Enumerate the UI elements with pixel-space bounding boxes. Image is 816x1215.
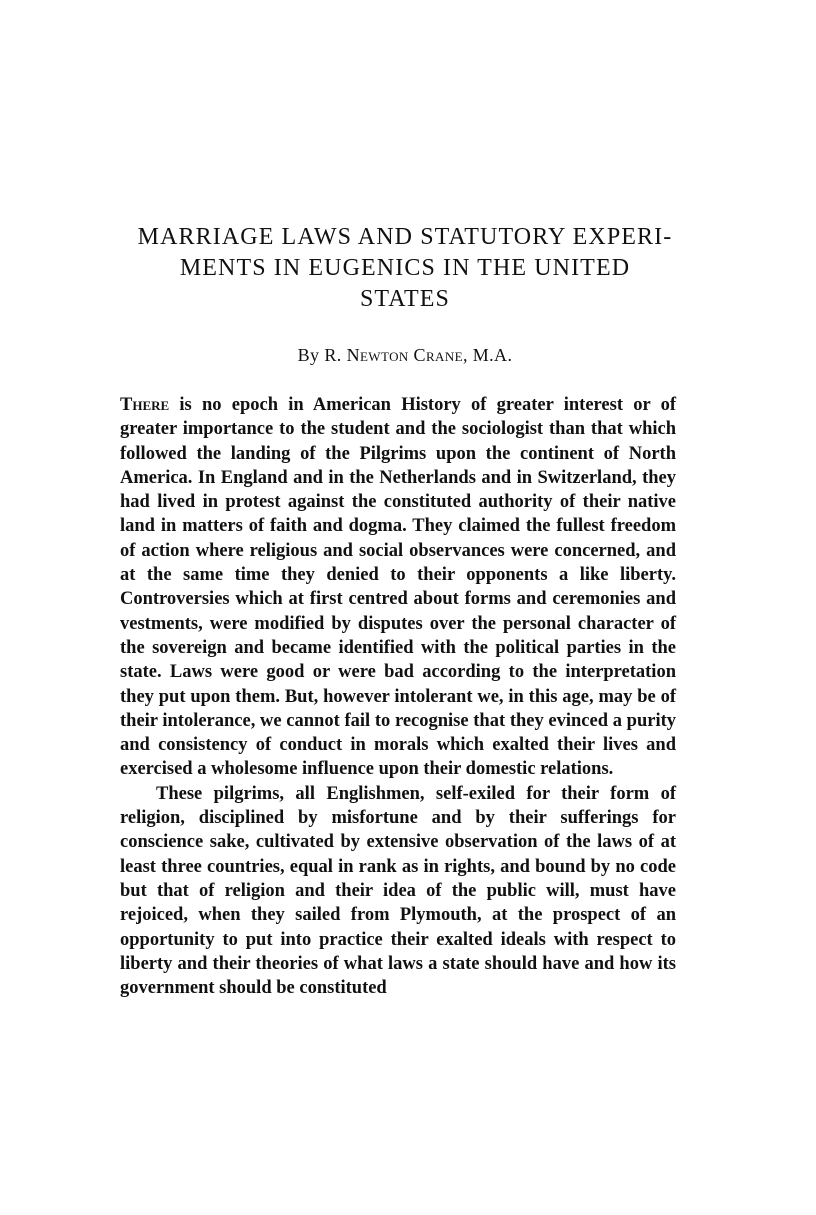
paragraph-1 [120, 393, 676, 782]
article-title [110, 222, 700, 315]
author-byline [110, 343, 700, 367]
paragraph-2-text: These pilgrims, all Englishmen, self-exiled for their form of religion, disciplined by misfortune and by their sufferings for conscience sake, cultivated by extensive observation of the laws of at least three countries, equal in rank as in rights, and bound by no code but that of religion and their idea of the public will, must have rejoiced, when they sailed from Plymouth, at the prospect of an opportunity to put into practice their exalted ideals with respect to liberty and their theories of what laws a state should have and how its government should be constituted [120, 783, 676, 999]
byline-prefix: By [297, 345, 320, 365]
title-line-2: MENTS IN EUGENICS IN THE UNITED [179, 255, 631, 281]
title-line-3: STATES [359, 286, 451, 312]
paragraph-2 [120, 782, 676, 1001]
article-body [120, 393, 676, 1000]
paragraph-1-text: is no epoch in American History of greater interest or of greater importance to the student and the sociologist than that which followed the landing of the Pilgrims upon the continent of North America. In England and in the Netherlands and in Switzerland, they had lived in protest against the constituted authority of their native land in matters of faith and dogma. They claimed the fullest freedom of action where religious and social observances were concerned, and at the same time they denied to their opponents a like liberty. Controversies which at first centred about forms and ceremonies and vestments, were modified by disputes over the personal character of the sovereign and became identified with the political parties in the state. Laws were good or were bad according to the interpretation they put upon them. But, however intolerant we, in this age, may be of their intolerance, we cannot fail to recognise that they evinced a purity and consistency of conduct in morals which exalted their lives and exercised a wholesome influence upon their domestic relations. [120, 395, 676, 780]
title-line-1: MARRIAGE LAWS AND STATUTORY EXPERI- [137, 224, 673, 250]
author-name: R. Newton Crane [324, 345, 463, 365]
paragraph-lead-word: There [120, 395, 170, 415]
author-degree: , M.A. [462, 345, 513, 365]
